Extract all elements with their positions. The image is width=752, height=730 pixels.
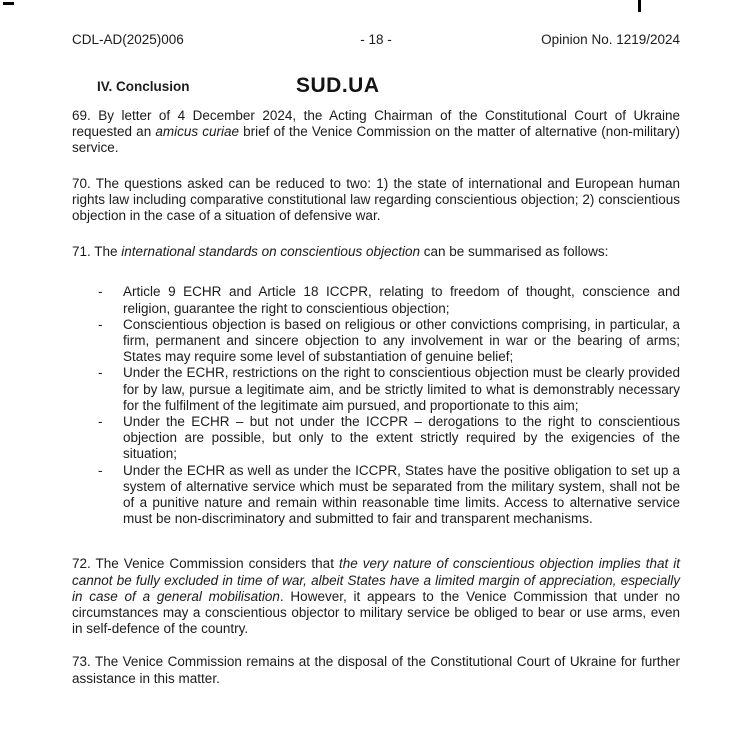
bullet-dash-marker: -: [98, 462, 103, 478]
header-page-number: - 18 -: [360, 32, 392, 47]
paragraph-70: [72, 176, 680, 225]
list-item: [72, 317, 680, 366]
paragraph-73-text: 73. The Venice Commission remains at the disposal of the Constitutional Court of Ukraine for further assistance in this matter.: [72, 654, 680, 686]
page-header: [72, 32, 680, 47]
scan-artifact-top-left: [3, 2, 14, 5]
scan-artifact-top-right: [638, 0, 641, 12]
paragraph-69-text-end: brief of the Venice Commission on the matter of alternative (non-military) service.: [72, 124, 680, 156]
sud-ua-watermark: SUD.UA: [296, 74, 380, 97]
bullet-dash-marker: -: [98, 284, 103, 300]
paragraph-73: [72, 654, 680, 686]
section-heading-row: [72, 74, 680, 98]
paragraph-72-italic: the very nature of conscientious objection implies that it cannot be fully excluded in time of war, albeit States have a limited margin of appreciation, especially in case of a general mobilisation: [72, 556, 680, 604]
paragraph-71-italic: international standards on conscientious objection: [121, 244, 420, 260]
list-item-text: Under the ECHR, restrictions on the right to conscientious objection must be clearly provided for by law, pursue a legitimate aim, and be strictly limited to what is demonstrably necessary for the fulfilment of the legitimate aim pursued, and proportionate to this aim;: [123, 365, 680, 413]
list-item-text: Under the ECHR as well as under the ICCPR, States have the positive obligation to set up a system of alternative service which must be separated from the military system, shall not be of a punitive nature and remain within reasonable time limits. Access to alternative service must be non-discriminatory and submitted to fair and transparent mechanisms.: [123, 462, 680, 527]
bullet-dash-marker: -: [98, 316, 103, 332]
list-item-text: Conscientious objection is based on religious or other convictions comprising, in particular, a firm, permanent and sincere objection to any involvement in war or the bearing of arms; States may require some level of substantiation of genuine belief;: [123, 316, 680, 365]
bullet-dash-marker: -: [98, 365, 103, 381]
list-item-text: Under the ECHR – but not under the ICCPR – derogations to the right to conscientious objection are possible, but only to the extent strictly required by the exigencies of the situation;: [123, 414, 680, 462]
paragraph-70-text: 70. The questions asked can be reduced to two: 1) the state of international and European human rights law including comparative constitutional law regarding conscientious objection; 2) conscientious objection in the case of a situation of defensive war.: [72, 175, 680, 224]
paragraph-72-text-end: . However, it appears to the Venice Commission that under no circumstances may a conscientious objector to military service be obliged to bear or use arms, even in self-defence of the country.: [72, 588, 680, 637]
list-item-text: Article 9 ECHR and Article 18 ICCPR, relating to freedom of thought, conscience and religion, guarantee the right to conscientious objection;: [123, 284, 680, 316]
paragraph-69-text: 69. By letter of 4 December 2024, the Acting Chairman of the Constitutional Court of Ukraine requested an: [72, 108, 680, 140]
paragraph-72: [72, 556, 680, 637]
paragraph-69-italic: amicus curiae: [155, 124, 240, 140]
section-heading: IV. Conclusion: [97, 79, 190, 94]
list-item: [72, 463, 680, 528]
paragraph-71-text: 71. The: [72, 244, 122, 260]
list-item: [72, 284, 680, 316]
bullet-dash-marker: -: [98, 414, 103, 430]
list-item: [72, 365, 680, 414]
list-item: [72, 414, 680, 463]
paragraph-71: [72, 244, 680, 260]
paragraph-72-text: 72. The Venice Commission considers that: [72, 556, 339, 572]
header-opinion-number: Opinion No. 1219/2024: [541, 32, 681, 47]
header-doc-number: CDL-AD(2025)006: [72, 32, 184, 47]
paragraph-71-text-end: can be summarised as follows:: [420, 244, 609, 260]
paragraph-69: [72, 108, 680, 157]
standards-bullet-list: [72, 284, 680, 527]
